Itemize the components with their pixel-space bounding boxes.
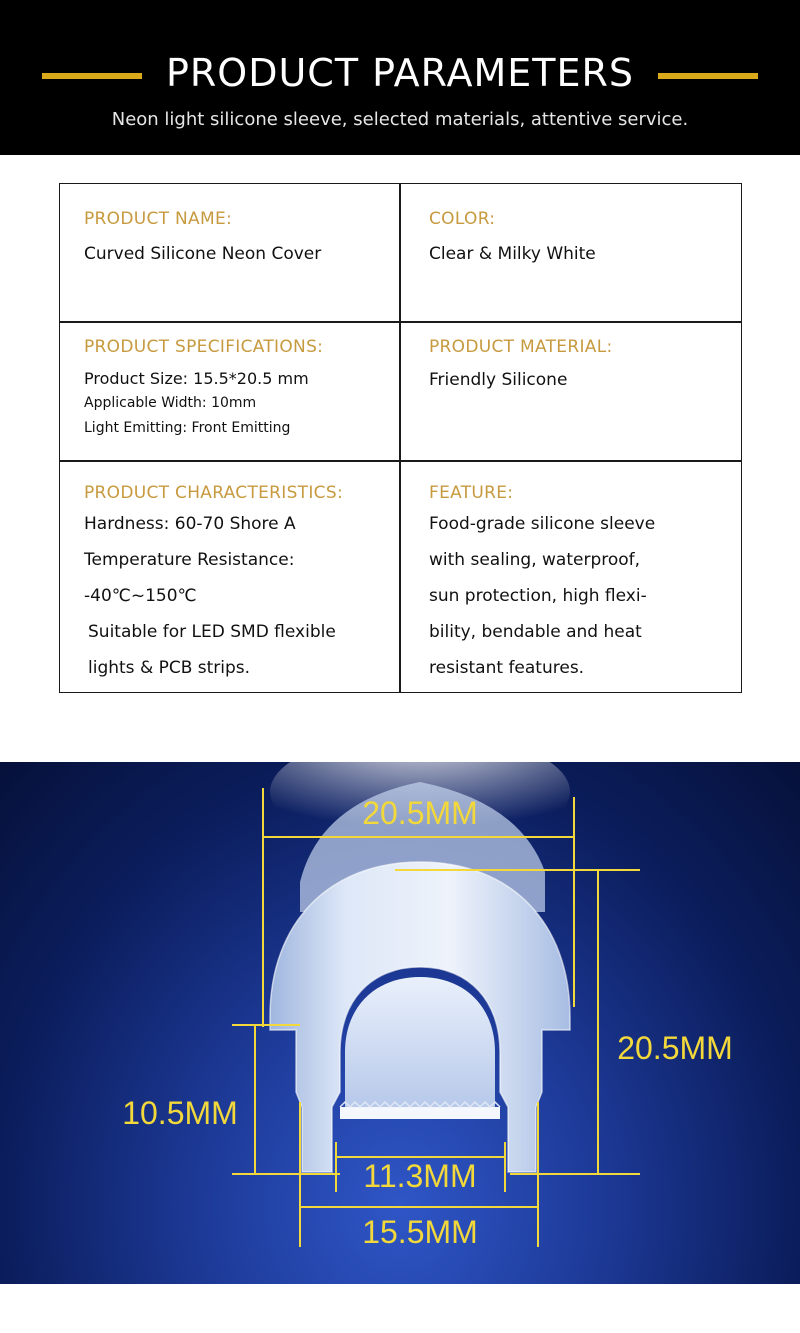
table-divider-row2: [60, 460, 741, 462]
feature-line: sun protection, high flexi-: [429, 586, 647, 606]
characteristic-line: Temperature Resistance:: [84, 550, 295, 570]
specifications-cell: [84, 336, 323, 441]
spec-line: Applicable Width: 10mm: [84, 395, 257, 411]
cover-ribbed-base: [340, 1107, 500, 1119]
product-dimension-photo: [0, 762, 800, 1284]
characteristic-line: Suitable for LED SMD flexible: [88, 622, 336, 642]
feature-label: FEATURE:: [429, 483, 514, 503]
characteristic-line: Hardness: 60-70 Shore A: [84, 514, 296, 534]
characteristics-label: PRODUCT CHARACTERISTICS:: [84, 483, 343, 503]
header-banner: [0, 0, 800, 155]
parameters-table: [59, 183, 742, 693]
page-title: PRODUCT PARAMETERS: [165, 51, 634, 95]
feature-line: with sealing, waterproof,: [429, 550, 641, 570]
feature-cell: [429, 482, 655, 686]
material-value: Friendly Silicone: [429, 370, 568, 390]
feature-line: bility, bendable and heat: [429, 622, 642, 642]
spec-line: Light Emitting: Front Emitting: [84, 420, 291, 436]
color-value: Clear & Milky White: [429, 244, 596, 264]
title-rule-right: [658, 73, 758, 79]
dim-inner-width: 11.3MM: [363, 1158, 477, 1194]
table-divider-row1: [60, 321, 741, 323]
table-divider-vertical: [399, 184, 401, 692]
product-dimension-drawing: [0, 762, 800, 1284]
material-label: PRODUCT MATERIAL:: [429, 337, 613, 357]
feature-line: resistant features.: [429, 658, 585, 678]
material-cell: [429, 336, 613, 391]
color-label: COLOR:: [429, 209, 496, 229]
cover-inner-channel: [345, 977, 495, 1107]
dim-base-width: 15.5MM: [362, 1214, 478, 1250]
characteristic-line: lights & PCB strips.: [88, 658, 251, 678]
page-subtitle: Neon light silicone sleeve, selected materials, attentive service.: [111, 109, 689, 130]
feature-line: Food-grade silicone sleeve: [429, 514, 656, 534]
color-cell: [429, 208, 596, 265]
spec-line: Product Size: 15.5*20.5 mm: [84, 369, 309, 388]
dim-height: 20.5MM: [617, 1030, 733, 1066]
product-name-value: Curved Silicone Neon Cover: [84, 244, 322, 264]
dim-leg-height: 10.5MM: [122, 1095, 238, 1131]
characteristic-line: -40℃~150℃: [84, 586, 197, 606]
product-name-cell: [84, 208, 321, 265]
specifications-label: PRODUCT SPECIFICATIONS:: [84, 337, 324, 357]
dim-top-width: 20.5MM: [362, 795, 478, 831]
product-name-label: PRODUCT NAME:: [84, 209, 233, 229]
characteristics-cell: [84, 482, 343, 686]
